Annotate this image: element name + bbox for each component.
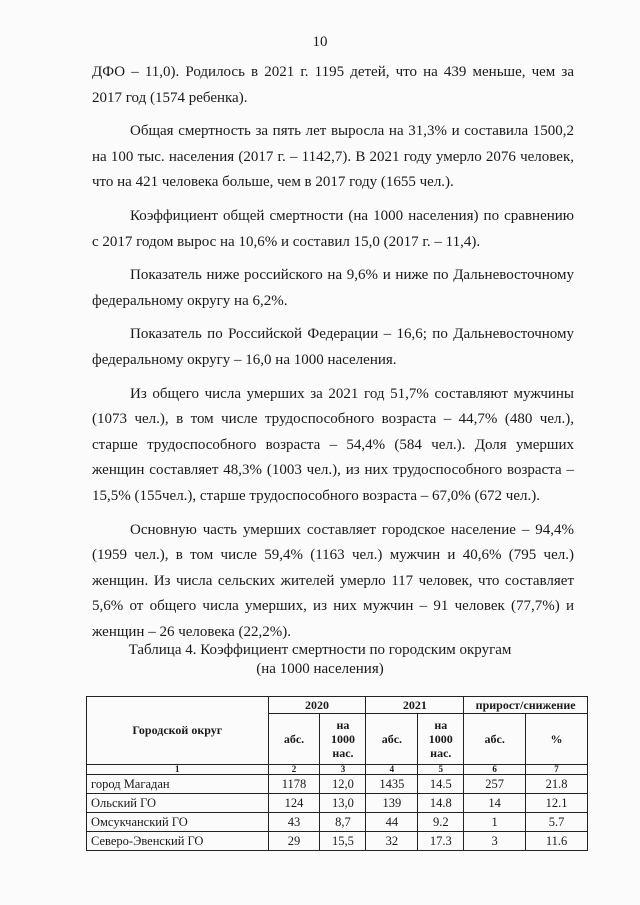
cell-district: Ольский ГО xyxy=(87,794,269,813)
cell: 15,5 xyxy=(320,832,366,851)
cell: 32 xyxy=(366,832,418,851)
cell: 14.5 xyxy=(418,775,464,794)
header-change: прирост/снижение xyxy=(464,697,588,714)
table-row xyxy=(87,832,588,851)
index-cell: 7 xyxy=(526,765,588,775)
header-abs: абс. xyxy=(464,714,526,765)
cell: 21.8 xyxy=(526,775,588,794)
cell: 5.7 xyxy=(526,813,588,832)
table-index-row xyxy=(87,765,588,775)
header-percent: % xyxy=(526,714,588,765)
index-cell: 6 xyxy=(464,765,526,775)
paragraph: Коэффициент общей смертности (на 1000 населения) по сравнению с 2017 годом вырос на 10,6% и составил 15,0 (2017 г. – 11,4). xyxy=(92,207,574,250)
cell: 1435 xyxy=(366,775,418,794)
paragraph: Показатель по Российской Федерации – 16,6; по Дальневосточному федеральному округу – 16,0 на 1000 населения. xyxy=(92,326,574,368)
paragraph: ДФО – 11,0). Родилось в 2021 г. 1195 детей, что на 439 меньше, чем за 2017 год (1574 ребенка). xyxy=(92,64,574,106)
cell-district: Омсукчанский ГО xyxy=(87,813,269,832)
cell: 1178 xyxy=(268,775,320,794)
page-number: 10 xyxy=(312,34,328,50)
cell: 12,0 xyxy=(320,775,366,794)
cell: 257 xyxy=(464,775,526,794)
cell: 11.6 xyxy=(526,832,588,851)
table-caption xyxy=(60,641,580,679)
index-cell: 5 xyxy=(418,765,464,775)
index-cell: 1 xyxy=(87,765,269,775)
index-cell: 4 xyxy=(366,765,418,775)
table-header-row xyxy=(87,697,588,714)
table-caption-title: Таблица 4. Коэффициент смертности по городским округам xyxy=(128,642,512,658)
header-year-2020: 2020 xyxy=(268,697,366,714)
cell: 139 xyxy=(366,794,418,813)
cell: 44 xyxy=(366,813,418,832)
table-row xyxy=(87,813,588,832)
paragraph: Общая смертность за пять лет выросла на 31,3% и составила 1500,2 на 100 тыс. населения (2017 г. – 1142,7). В 2021 году умерло 2076 человек, что на 421 человека больше, чем в 2017 году (1655 чел.). xyxy=(92,123,574,191)
cell: 13,0 xyxy=(320,794,366,813)
cell-district: Северо-Эвенский ГО xyxy=(87,832,269,851)
cell: 29 xyxy=(268,832,320,851)
header-abs: абс. xyxy=(366,714,418,765)
index-cell: 3 xyxy=(320,765,366,775)
header-per1000: на 1000 нас. xyxy=(418,714,464,765)
table-row xyxy=(87,794,588,813)
cell: 14 xyxy=(464,794,526,813)
cell: 124 xyxy=(268,794,320,813)
header-abs: абс. xyxy=(268,714,320,765)
paragraph: Из общего числа умерших за 2021 год 51,7% составляют мужчины (1073 чел.), в том числе трудоспособного возраста – 44,7% (480 чел.), старше трудоспособного возраста – 54,4% (584 чел.). Доля умерших женщин составляет 48,3% (1003 чел.), из них трудоспособного возраста – 15,5% (155чел.), старше трудоспособного возраста – 67,0% (672 чел.). xyxy=(92,385,574,504)
cell: 1 xyxy=(464,813,526,832)
cell: 8,7 xyxy=(320,813,366,832)
cell-district: город Магадан xyxy=(87,775,269,794)
paragraph: Показатель ниже российского на 9,6% и ниже по Дальневосточному федеральному округу на 6,2%. xyxy=(92,267,574,309)
table-caption-subtitle: (на 1000 населения) xyxy=(256,661,384,677)
mortality-table xyxy=(86,696,588,851)
header-per1000: на 1000 нас. xyxy=(320,714,366,765)
header-year-2021: 2021 xyxy=(366,697,464,714)
cell: 17.3 xyxy=(418,832,464,851)
index-cell: 2 xyxy=(268,765,320,775)
cell: 9.2 xyxy=(418,813,464,832)
header-district: Городской округ xyxy=(87,697,269,765)
body-text xyxy=(92,60,574,653)
cell: 14.8 xyxy=(418,794,464,813)
table-row xyxy=(87,775,588,794)
cell: 12.1 xyxy=(526,794,588,813)
paragraph: Основную часть умерших составляет городское население – 94,4% (1959 чел.), в том числе 59,4% (1163 чел.) мужчин и 40,6% (795 чел.) женщин. Из числа сельских жителей умерло 117 человек, что составляет 5,6% от общего числа умерших, из них мужчин – 91 человек (77,7%) и женщин – 26 человека (22,2%). xyxy=(92,521,574,640)
cell: 3 xyxy=(464,832,526,851)
cell: 43 xyxy=(268,813,320,832)
